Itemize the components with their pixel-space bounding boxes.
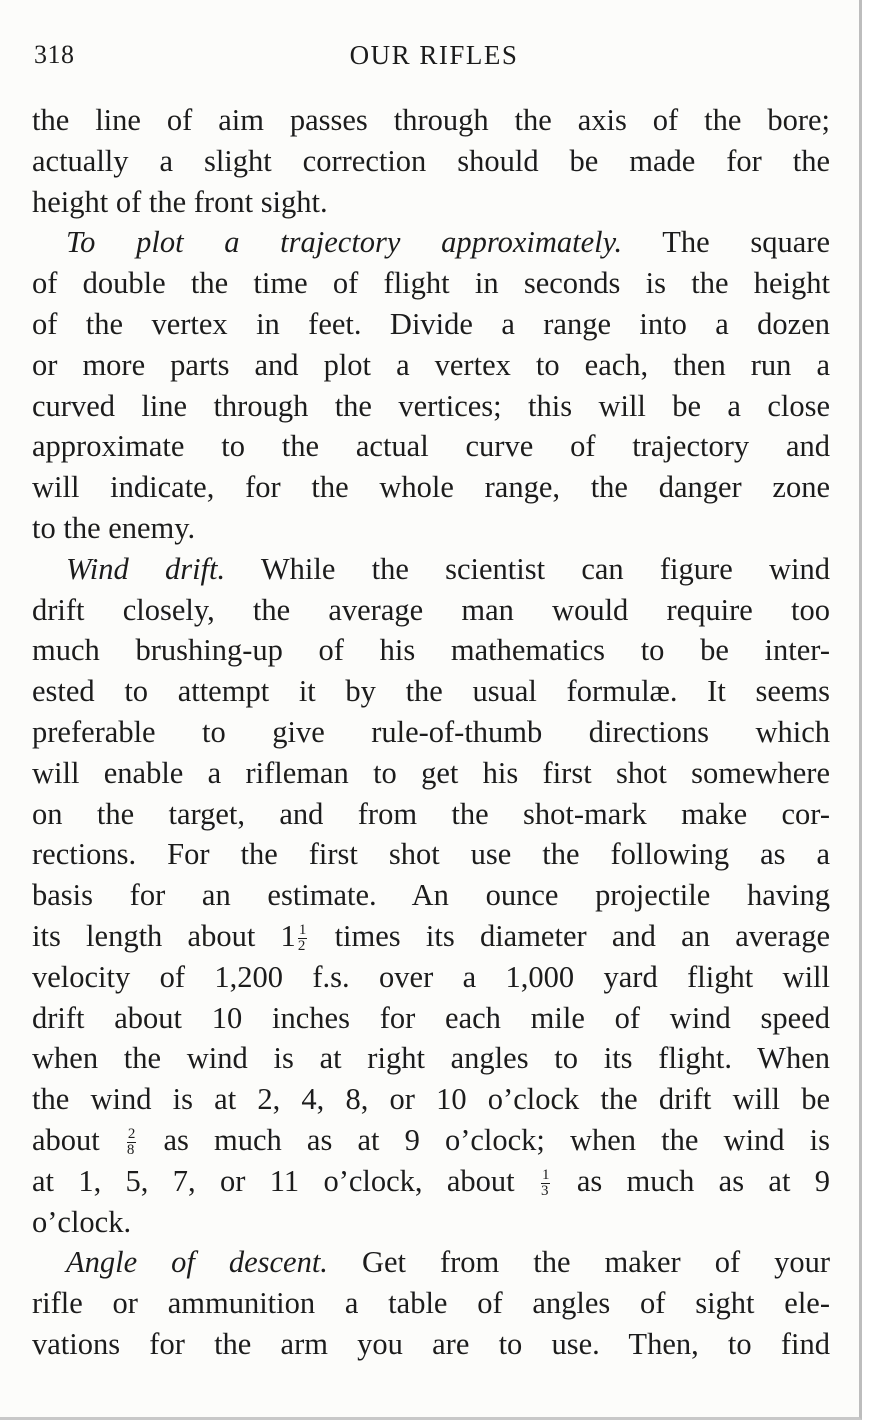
text-line: Angle of descent. Get from the maker of your <box>66 1245 831 1280</box>
text-line: at 1, 5, 7, or 11 o’clock, about $\frac{1}{3}$ as much as at 9 <box>32 1163 830 1200</box>
text-line: or more parts and plot a vertex to each, then run a <box>32 347 830 382</box>
text-line: much brushing-up of his mathematics to be inter- <box>32 633 830 668</box>
fraction-two-eighths: $\frac{2}{8}$ <box>126 1126 136 1159</box>
body-text <box>32 100 830 1365</box>
text-line: the wind is at 2, 4, 8, or 10 o’clock the drift will be <box>32 1082 830 1117</box>
section-heading-trajectory: To plot a trajectory approximately. <box>66 225 623 260</box>
running-title: OUR RIFLES <box>349 40 519 70</box>
text-line: To plot a trajectory approximately. The square <box>66 225 830 260</box>
text-line: drift closely, the average man would require too <box>32 592 830 627</box>
text-line: to the enemy. <box>32 510 196 545</box>
page-header <box>34 40 834 80</box>
text-line: basis for an estimate. An ounce projectile having <box>32 878 830 913</box>
text-line: Wind drift. While the scientist can figure wind <box>66 551 830 586</box>
text-line: approximate to the actual curve of trajectory and <box>32 429 830 464</box>
text-line: velocity of 1,200 f.s. over a 1,000 yard flight will <box>32 959 830 994</box>
text-line: actually a slight correction should be made for the <box>32 143 830 178</box>
text-line: about $\frac{2}{8}$ as much as at 9 o’clock; when the wind is <box>32 1122 831 1159</box>
text-line: ested to attempt it by the usual formulæ. It seems <box>32 674 830 709</box>
text-line: curved line through the vertices; this will be a close <box>32 388 830 423</box>
page-number: 318 <box>34 40 75 69</box>
text-line: preferable to give rule-of-thumb directions which <box>32 714 830 749</box>
text-line: the line of aim passes through the axis of the bore; <box>32 103 830 137</box>
text-line: when the wind is at right angles to its flight. When <box>32 1041 830 1076</box>
text-line: will enable a rifleman to get his first shot somewhere <box>32 755 830 790</box>
text-line: will indicate, for the whole range, the danger zone <box>32 470 830 505</box>
text-line: of the vertex in feet. Divide a range into a dozen <box>32 306 830 341</box>
text-line: rections. For the first shot use the following as a <box>32 837 830 872</box>
text-line: on the target, and from the shot-mark make cor- <box>32 796 830 831</box>
text-line: o’clock. <box>32 1204 132 1239</box>
section-heading-wind-drift: Wind drift. <box>66 551 226 586</box>
text-line: drift about 10 inches for each mile of wind speed <box>32 1000 830 1035</box>
text-line: height of the front sight. <box>32 184 328 219</box>
text-line: vations for the arm you are to use. Then, to find <box>32 1326 830 1361</box>
text-line: its length about 1 $\frac{1}{2}$ times its diameter and an average <box>32 918 831 955</box>
fraction-one-third: $\frac{1}{3}$ <box>540 1167 550 1200</box>
text-line: rifle or ammunition a table of angles of sight ele- <box>32 1286 830 1321</box>
section-heading-angle-of-descent: Angle of descent. <box>66 1245 328 1280</box>
text-line: of double the time of flight in seconds is the height <box>32 266 830 301</box>
fraction-one-half: $\frac{1}{2}$ <box>297 922 307 955</box>
